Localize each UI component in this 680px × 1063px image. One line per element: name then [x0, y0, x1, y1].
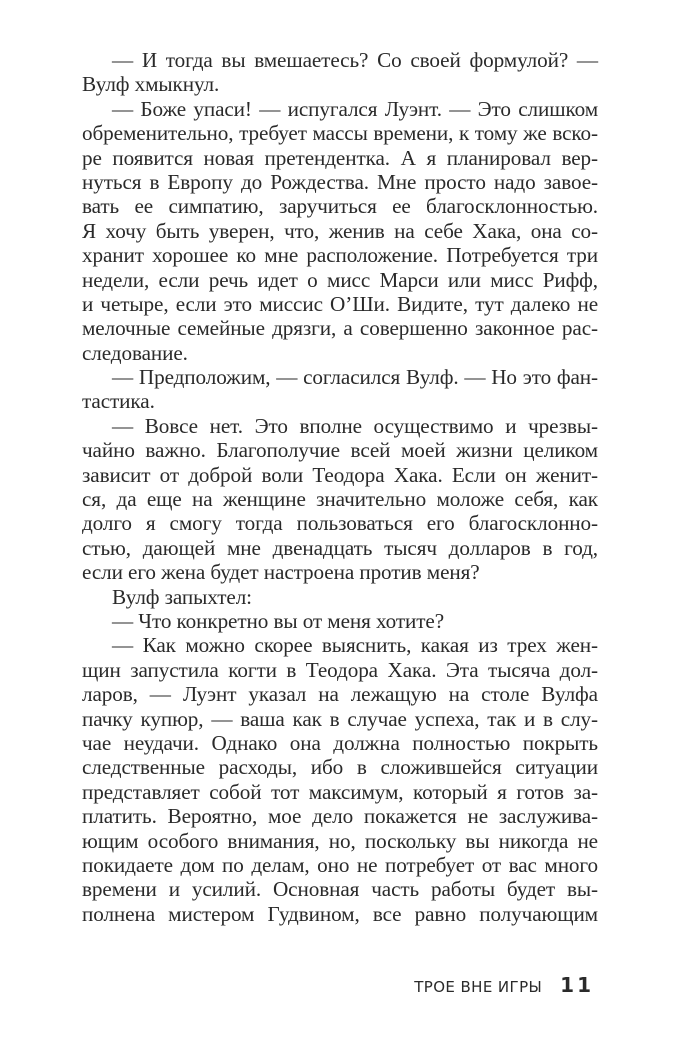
running-title: ТРОЕ ВНЕ ИГРЫ	[414, 978, 543, 996]
text-line: — И тогда вы вмешаетесь? Со своей формулой? —	[112, 48, 598, 72]
page-footer	[414, 973, 594, 997]
text-line: чайно важно. Благополучие всей моей жизни целиком	[82, 438, 598, 463]
text-line: — Что конкретно вы от меня хотите?	[112, 608, 445, 633]
text-line: зависит от доброй воли Теодора Хака. Если он женит-	[82, 462, 598, 487]
text-line: времени и усилий. Основная часть работы будет вы-	[82, 877, 598, 902]
text-line: полнена мистером Гудвином, все равно получающим	[82, 901, 598, 926]
text-line: чае неудачи. Однако она должна полностью покрыть	[82, 730, 598, 755]
text-line: стью, дающей мне двенадцать тысяч долларов в год,	[82, 535, 598, 560]
text-line: нуться в Европу до Рождества. Мне просто надо завое-	[82, 169, 598, 194]
text-line: Вулф хмыкнул.	[82, 72, 220, 97]
text-line: если его жена будет настроена против меня?	[82, 560, 480, 585]
text-line: щин запустила когти в Теодора Хака. Эта тысяча дол-	[82, 657, 598, 682]
text-line: Я хочу быть уверен, что, женив на себе Хака, она со-	[82, 218, 598, 243]
text-line: пачку купюр, — ваша как в случае успеха, так и в слу-	[82, 706, 598, 731]
text-line: — Как можно скорее выяснить, какая из трех жен-	[112, 633, 598, 658]
text-line: следственные расходы, ибо в сложившейся ситуации	[82, 755, 598, 780]
text-line: ларов, — Луэнт указал на лежащую на столе Вулфа	[82, 682, 598, 707]
text-line: хранит хорошее ко мне расположение. Потребуется три	[82, 243, 598, 268]
text-line: Вулф запыхтел:	[112, 584, 252, 609]
text-line: тастика.	[82, 389, 155, 414]
text-line: ющим особого внимания, но, поскольку вы никогда не	[82, 828, 598, 853]
text-line: вать ее симпатию, заручиться ее благосклонностью.	[82, 194, 598, 219]
text-line: ся, да еще на женщине значительно моложе себя, как	[82, 487, 598, 512]
text-line: покидаете дом по делам, оно не потребует от вас много	[82, 852, 598, 877]
text-line: и четыре, если это миссис О’Ши. Видите, тут далеко не	[82, 291, 598, 316]
text-line: — Боже упаси! — испугался Луэнт. — Это слишком	[112, 96, 598, 121]
page-body	[82, 48, 598, 926]
page-number: 11	[560, 973, 594, 997]
text-line: мелочные семейные дрязги, а совершенно законное рас-	[82, 316, 598, 341]
text-line: платить. Вероятно, мое дело покажется не заслужива-	[82, 804, 598, 829]
text-line: ре появится новая претендентка. А я планировал вер-	[82, 145, 598, 170]
text-line: представляет собой тот максимум, который я готов за-	[82, 779, 598, 804]
text-line: — Предположим, — согласился Вулф. — Но это фан-	[112, 365, 598, 390]
text-line: долго я смогу тогда пользоваться его благосклонно-	[82, 511, 598, 536]
text-line: обременительно, требует массы времени, к тому же вско-	[82, 121, 598, 146]
text-line: недели, если речь идет о мисс Марси или мисс Рифф,	[82, 267, 598, 292]
text-line: следование.	[82, 340, 188, 365]
text-line: — Вовсе нет. Это вполне осуществимо и чрезвы-	[112, 413, 598, 438]
